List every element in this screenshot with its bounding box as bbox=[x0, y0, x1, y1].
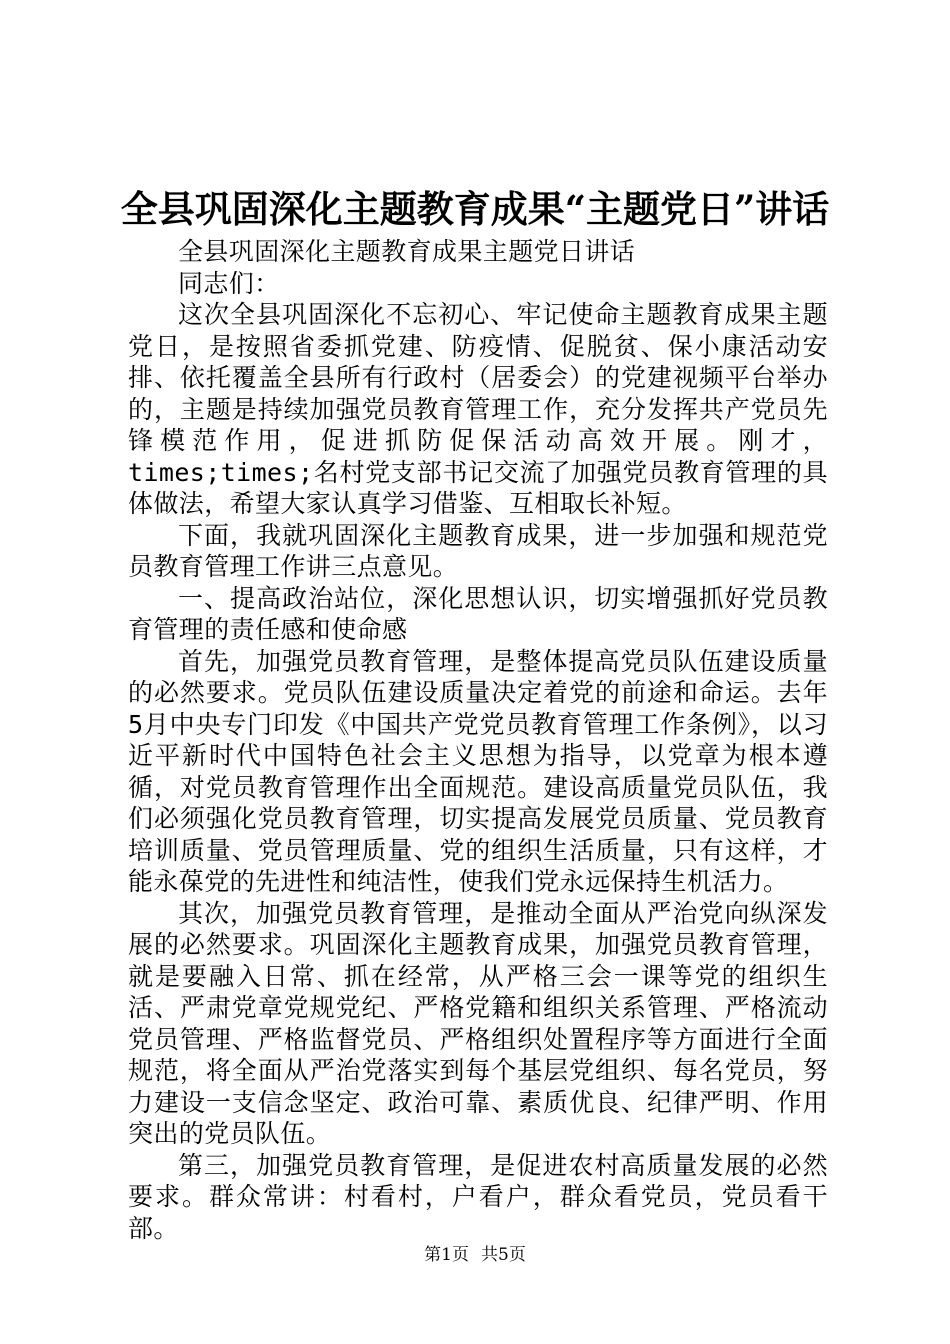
page-number: 第1页 bbox=[424, 1245, 469, 1265]
body-paragraph: 首先，加强党员教育管理，是整体提高党员队伍建设质量的必然要求。党员队伍建设质量决定着党的前途和命运。去年5月中央专门印发《中国共产党党员教育管理工作条例》，以习近平新时代中国特色社会主义思想为指导，以党章为根本遵循，对党员教育管理作出全面规范。建设高质量党员队伍，我们必须强化党员教育管理，切实提高发展党员质量、党员教育培训质量、党员管理质量、党的组织生活质量，只有这样，才能永葆党的先进性和纯洁性，使我们党永远保持生机活力。 bbox=[128, 646, 828, 896]
page-footer bbox=[0, 1244, 950, 1266]
salutation-paragraph: 同志们： bbox=[178, 268, 280, 298]
body-paragraph: 第三，加强党员教育管理，是促进农村高质量发展的必然要求。群众常讲：村看村，户看户，群众看党员，党员看干部。 bbox=[128, 1150, 828, 1243]
section-heading: 一、提高政治站位，深化思想认识，切实增强抓好党员教育管理的责任感和使命感 bbox=[128, 583, 828, 644]
subtitle-paragraph: 全县巩固深化主题教育成果主题党日讲话 bbox=[178, 237, 636, 266]
body-paragraph: 其次，加强党员教育管理，是推动全面从严治党向纵深发展的必然要求。巩固深化主题教育成果，加强党员教育管理，就是要融入日常、抓在经常，从严格三会一课等党的组织生活、严肃党章党规党纪、严格党籍和组织关系管理、严格流动党员管理、严格监督党员、严格组织处置程序等方面进行全面规范，将全面从严治党落实到每个基层党组织、每名党员，努力建设一支信念坚定、政治可靠、素质优良、纪律严明、作用突出的党员队伍。 bbox=[128, 898, 828, 1148]
body-paragraph: 下面，我就巩固深化主题教育成果，进一步加强和规范党员教育管理工作讲三点意见。 bbox=[128, 520, 828, 581]
page-total: 共5页 bbox=[481, 1245, 526, 1265]
document-body bbox=[128, 236, 828, 1244]
document-title: 全县巩固深化主题教育成果“主题党日”讲话 bbox=[120, 187, 830, 231]
body-paragraph: 这次全县巩固深化不忘初心、牢记使命主题教育成果主题党日，是按照省委抓党建、防疫情、促脱贫、保小康活动安排、依托覆盖全县所有行政村（居委会）的党建视频平台举办的，主题是持续加强党员教育管理工作，充分发挥共产党员先锋模范作用，促进抓防促保活动高效开展。刚才，times;times;名村党支部书记交流了加强党员教育管理的具体做法，希望大家认真学习借鉴、互相取长补短。 bbox=[128, 300, 828, 518]
